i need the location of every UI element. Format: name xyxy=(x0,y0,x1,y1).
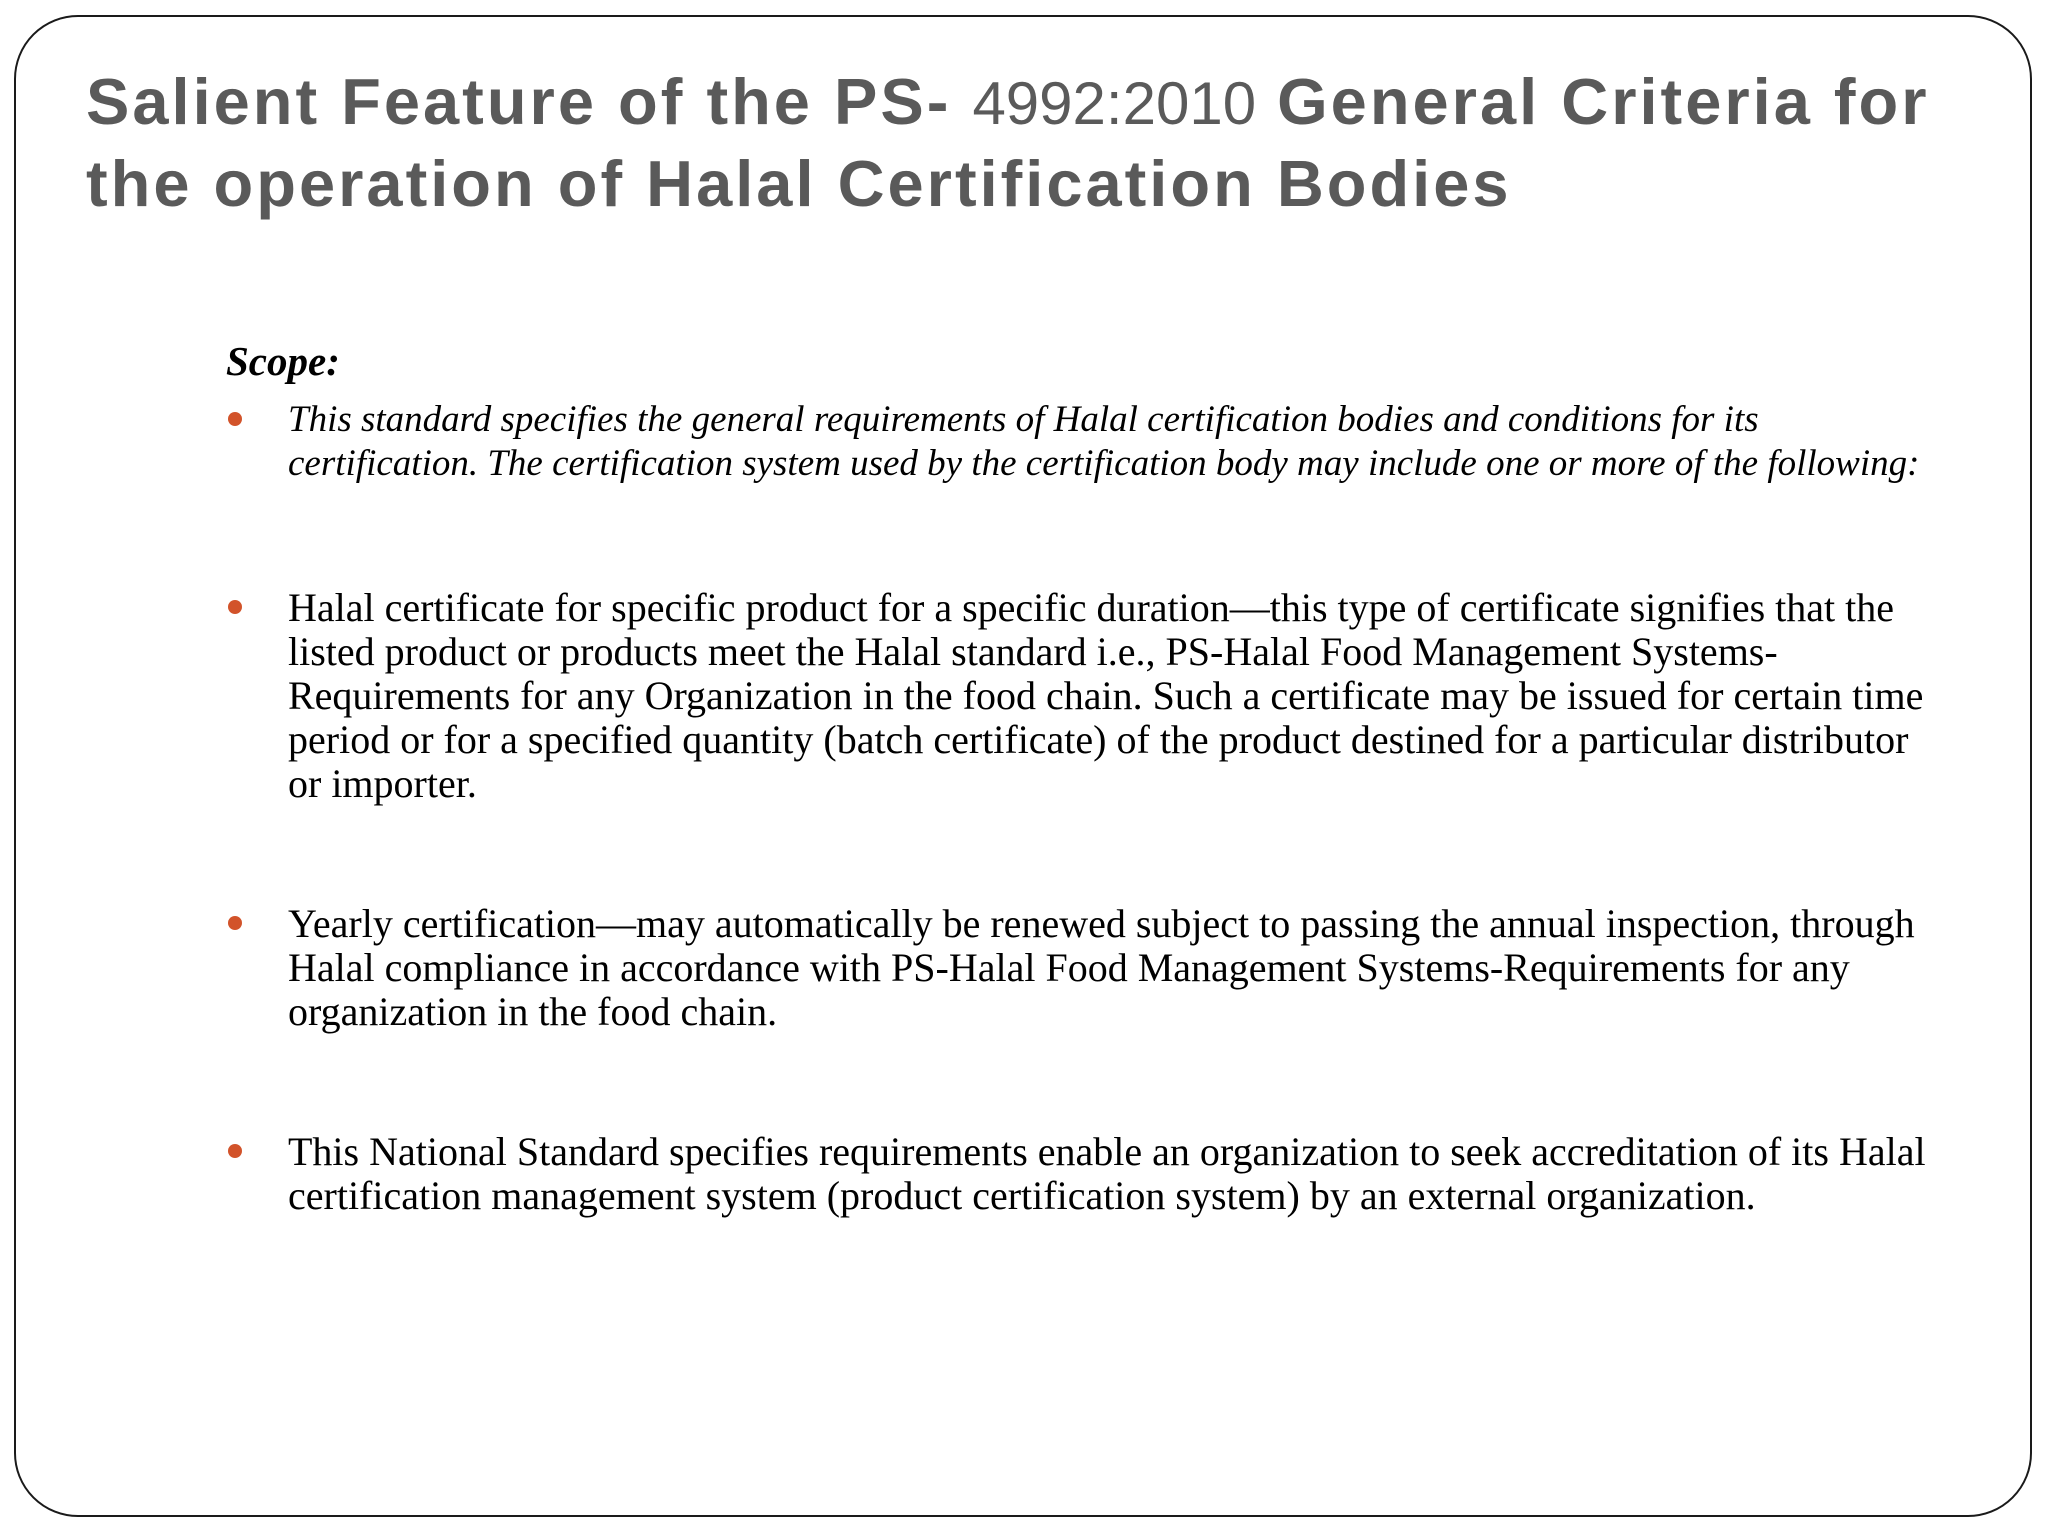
bullet-dot-icon xyxy=(228,412,242,426)
bullet-text: This National Standard specifies requirements enable an organization to seek accreditation of its Halal certification management system (product certification system) by an external organization. xyxy=(288,1129,1926,1218)
scope-heading: Scope: xyxy=(226,338,340,384)
slide-content xyxy=(226,336,1946,1218)
bullet-list xyxy=(226,398,1946,1218)
bullet-dot-icon xyxy=(228,600,242,614)
bullet-text: This standard specifies the general requirements of Halal certification bodies and conditions for its certification. The certification system used by the certification body may include one or more of the following: xyxy=(288,399,1920,484)
title-part-1: Salient Feature of the PS- xyxy=(86,65,973,138)
bullet-text: Halal certificate for specific product for a specific duration—this type of certificate signifies that the listed product or products meet the Halal standard i.e., PS-Halal Food Management Systems-Requirements for any Organization in the food chain. Such a certificate may be issued for certain time period or for a specified quantity (batch certificate) of the product destined for a particular distributor or importer. xyxy=(288,585,1924,806)
bullet-item-scope-intro xyxy=(226,398,1946,486)
title-part-2: General Criteria for the operation of Halal Certification Bodies xyxy=(86,65,1930,220)
bullet-dot-icon xyxy=(228,916,242,930)
slide-title xyxy=(86,62,2006,224)
bullet-item-specific-product xyxy=(226,586,1946,806)
bullet-dot-icon xyxy=(228,1144,242,1158)
title-standard-number: 4992:2010 xyxy=(972,70,1257,137)
bullet-text: Yearly certification—may automatically be renewed subject to passing the annual inspection, through Halal compliance in accordance with PS-Halal Food Management Systems-Requirements for any organization in the food chain. xyxy=(288,901,1915,1034)
bullet-item-yearly-certification xyxy=(226,902,1946,1034)
bullet-item-national-standard xyxy=(226,1130,1946,1218)
